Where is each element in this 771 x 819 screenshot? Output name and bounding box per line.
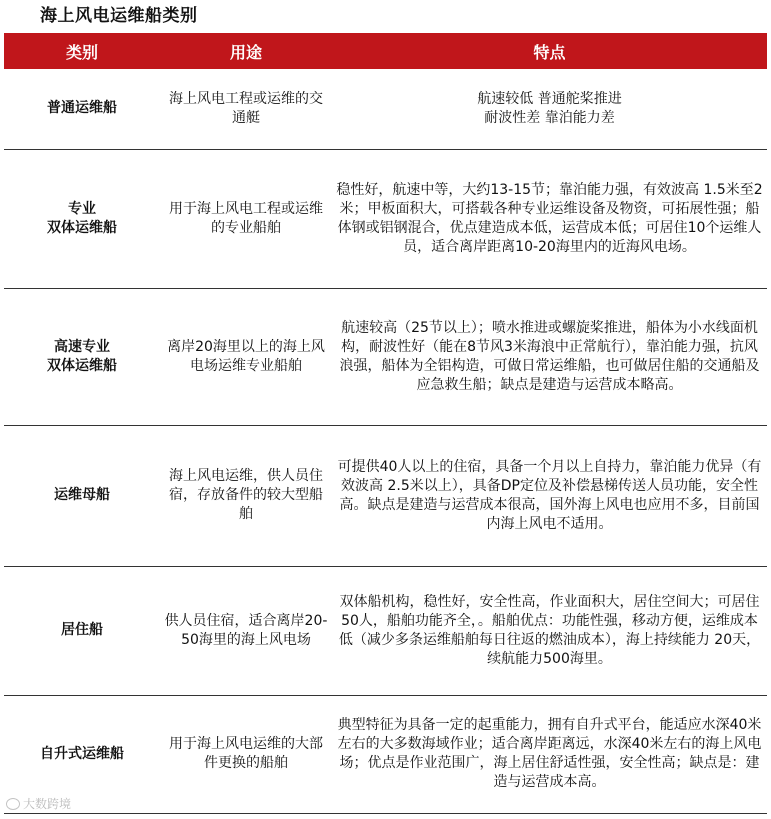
row-usage: 海上风电工程或运维的交通艇 [160, 69, 332, 149]
row-usage: 海上风电运维，供人员住宿，存放备件的较大型船舶 [160, 425, 332, 566]
row-category: 运维母船 [4, 425, 160, 566]
row-features: 航速较高（25节以上）；喷水推进或螺旋桨推进，船体为小水线面机构，耐波性好（能在8节风3米海浪中正常航行），靠泊能力强，抗风浪强，船体为全铝构造，可做日常运维船，也可做居住船的交通船及应急救生船；缺点是建造与运营成本略高。 [332, 288, 767, 425]
row-category: 高速专业 双体运维船 [4, 288, 160, 425]
table-row [4, 566, 767, 695]
row-category: 居住船 [4, 566, 160, 695]
row-features: 典型特征为具备一定的起重能力，拥有自升式平台，能适应水深40米左右的大多数海域作业；适合离岸距离远，水深40米左右的海上风电场；优点是作业范围广，海上居住舒适性强，安全性高；缺点是：建造与运营成本高。 [332, 695, 767, 813]
ship-category-table [4, 33, 767, 814]
row-features: 可提供40人以上的住宿，具备一个月以上自持力，靠泊能力优异（有效波高 2.5米以上），具备DP定位及补偿悬梯传送人员功能，安全性高。缺点是建造与运营成本很高，国外海上风电也应用不多，目前国内海上风电不适用。 [332, 425, 767, 566]
row-features: 双体船机构，稳性好，安全性高，作业面积大，居住空间大；可居住50人，船舶功能齐全，。船舶优点：功能性强，移动方便，运维成本低（减少多条运维船舶每日往返的燃油成本），海上持续能力 20天，续航能力500海里。 [332, 566, 767, 695]
header-category: 类别 [4, 33, 160, 69]
row-features [332, 69, 767, 149]
row-usage: 供人员住宿，适合离岸20-50海里的海上风电场 [160, 566, 332, 695]
row-category: 自升式运维船 [4, 695, 160, 813]
row-usage: 离岸20海里以上的海上风电场运维专业船舶 [160, 288, 332, 425]
header-usage: 用途 [160, 33, 332, 69]
row-usage: 用于海上风电工程或运维的专业船舶 [160, 149, 332, 288]
page-title: 海上风电运维船类别 [40, 6, 198, 26]
table-row [4, 149, 767, 288]
features-line: 航速较低 普通舵桨推进 耐波性差 靠泊能力差 [477, 90, 622, 126]
watermark-logo-icon [6, 798, 20, 810]
table-row [4, 425, 767, 566]
row-features: 稳性好，航速中等，大约13-15节；靠泊能力强，有效波高 1.5米至2米；甲板面积大，可搭载各种专业运维设备及物资，可拓展性强；船体钢或铝钢混合，优点建造成本低，运营成本低；可居住10个运维人员，适合离岸距离10-20海里内的近海风电场。 [332, 149, 767, 288]
row-category: 普通运维船 [4, 69, 160, 149]
table-header-row [4, 33, 767, 69]
table-row [4, 695, 767, 813]
watermark-text: 大数跨境 [23, 797, 72, 811]
watermark [6, 796, 71, 812]
header-features: 特点 [332, 33, 767, 69]
table-row [4, 69, 767, 149]
row-category: 专业 双体运维船 [4, 149, 160, 288]
row-usage: 用于海上风电运维的大部件更换的船舶 [160, 695, 332, 813]
table-row [4, 288, 767, 425]
